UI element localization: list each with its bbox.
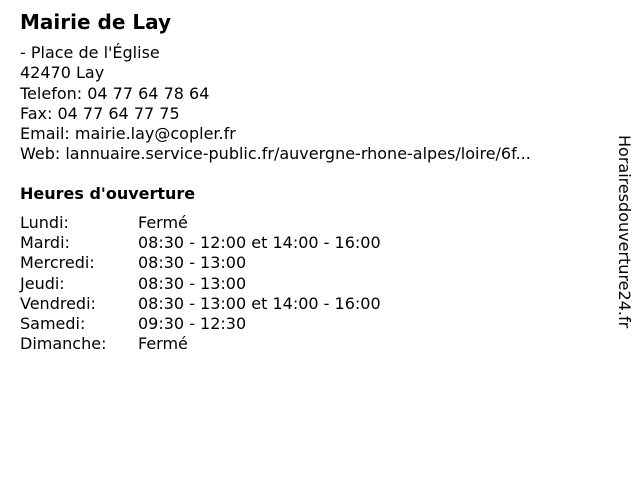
- day-label: Jeudi:: [20, 273, 65, 293]
- place-title: Mairie de Lay: [20, 10, 172, 34]
- day-label: Dimanche:: [20, 334, 107, 354]
- email-address: Email: mairie.lay@copler.fr: [20, 124, 236, 144]
- opening-hours-heading: Heures d'ouverture: [20, 184, 196, 203]
- phone-number: Telefon: 04 77 64 78 64: [20, 83, 210, 103]
- time-value: 08:30 - 13:00: [138, 273, 247, 293]
- time-value: 08:30 - 13:00 et 14:00 - 16:00: [138, 293, 381, 313]
- hours-row-friday: [20, 294, 381, 314]
- time-value: 08:30 - 12:00 et 14:00 - 16:00: [138, 233, 381, 253]
- contact-info: [20, 43, 531, 165]
- site-watermark: Horairesdouverture24.fr: [615, 135, 634, 329]
- time-value: 08:30 - 13:00: [138, 253, 247, 273]
- time-value: 09:30 - 12:30: [138, 313, 247, 333]
- time-value: Fermé: [138, 334, 188, 354]
- day-label: Lundi:: [20, 213, 69, 232]
- day-label: Samedi:: [20, 313, 86, 333]
- time-value: Fermé: [138, 213, 188, 232]
- hours-row-sunday: [20, 334, 381, 354]
- opening-hours-table: [20, 213, 381, 354]
- address-city: 42470 Lay: [20, 63, 105, 83]
- hours-row-tuesday: [20, 233, 381, 253]
- day-label: Vendredi:: [20, 293, 96, 313]
- hours-row-wednesday: [20, 253, 381, 273]
- hours-row-monday: [20, 213, 381, 233]
- hours-row-thursday: [20, 274, 381, 294]
- day-label: Mardi:: [20, 233, 70, 253]
- hours-row-saturday: [20, 314, 381, 334]
- fax-number: Fax: 04 77 64 77 75: [20, 103, 180, 123]
- website-url: Web: lannuaire.service-public.fr/auvergne-rhone-alpes/loire/6f...: [20, 144, 531, 164]
- day-label: Mercredi:: [20, 253, 95, 273]
- address-street: - Place de l'Église: [20, 43, 160, 62]
